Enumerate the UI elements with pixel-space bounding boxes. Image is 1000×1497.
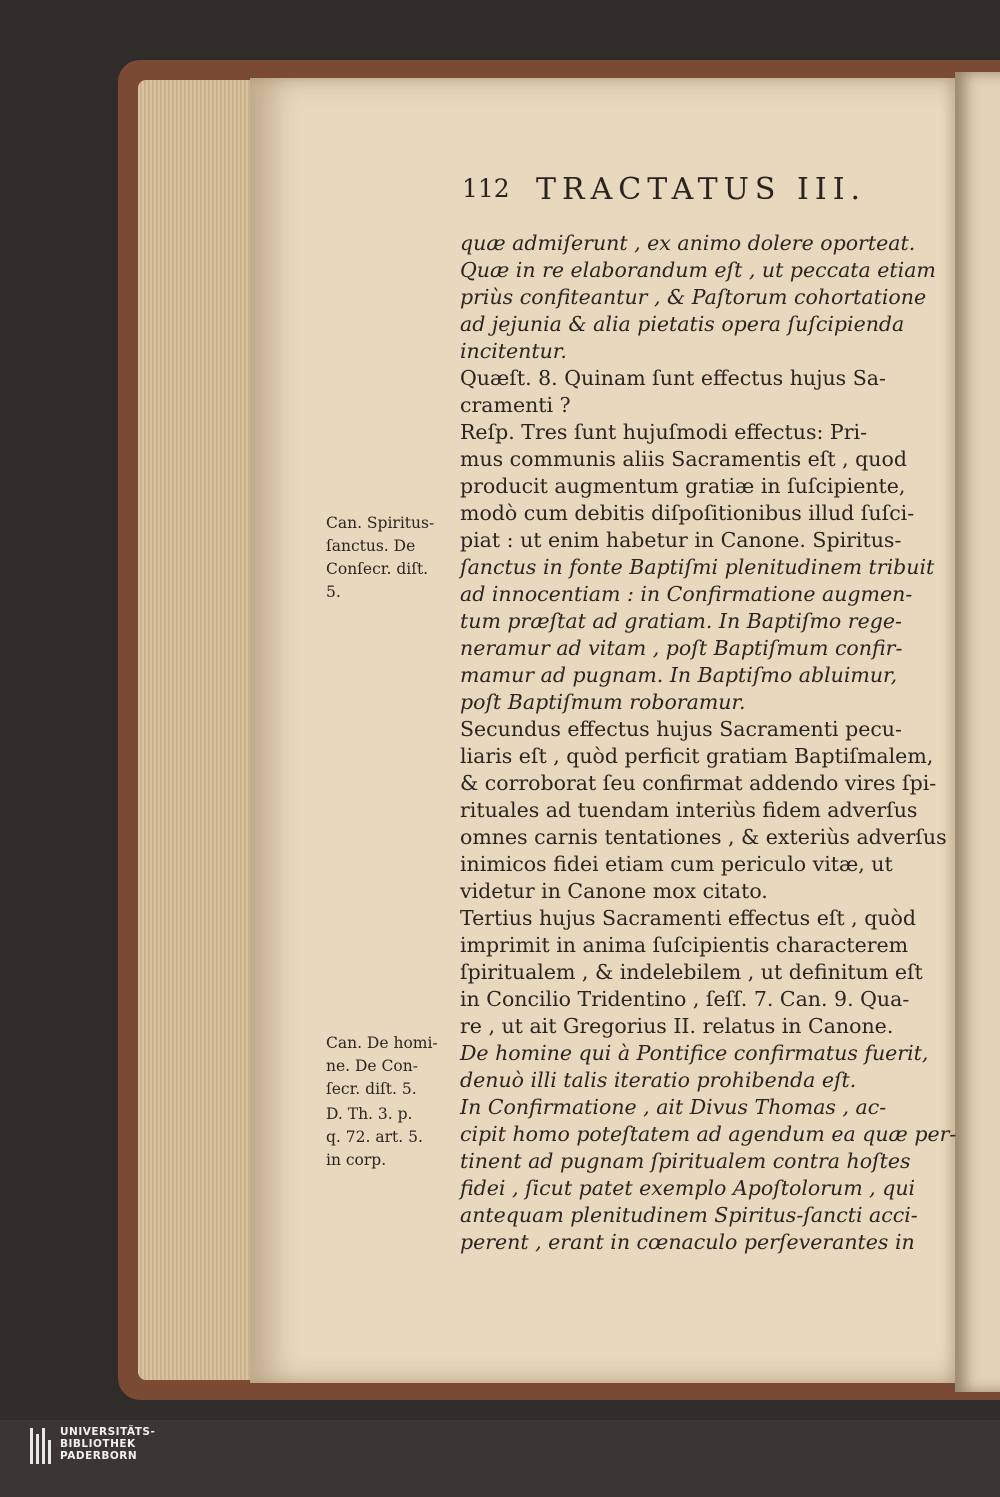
text-line: mamur ad pugnam. In Baptiſmo abluimur, (460, 663, 898, 687)
text-line: piat : ut enim habetur in Canone. Spiritus- (460, 528, 902, 552)
text-line: producit augmentum gratiæ in ſuſcipiente, (460, 474, 906, 498)
text-line: rituales ad tuendam interiùs fidem adverſus (460, 798, 918, 822)
side-note-line: 5. (326, 583, 341, 601)
library-name-line1: UNIVERSITÄTS- (60, 1426, 156, 1438)
side-note-line: q. 72. art. 5. (326, 1128, 423, 1146)
text-line: omnes carnis tentationes , & exteriùs adverſus (460, 825, 947, 849)
text-line: tinent ad pugnam ſpiritualem contra hoſtes (460, 1149, 911, 1173)
page-header (462, 172, 927, 208)
library-name-line3: PADERBORN (60, 1450, 138, 1462)
text-line: ad jejunia & alia pietatis opera ſuſcipienda (460, 312, 905, 336)
side-note-line: ſecr. diſt. 5. (326, 1080, 417, 1098)
side-note-line: Conſecr. diſt. (326, 560, 429, 578)
text-line: & corroborat ſeu confirmat addendo vires ſpi- (460, 771, 937, 795)
text-line: inimicos fidei etiam cum periculo vitæ, ut (460, 852, 893, 876)
side-note-line: ne. De Con- (326, 1057, 418, 1075)
text-line: priùs confiteantur , & Paſtorum cohortatione (460, 285, 927, 309)
page-number: 112 (462, 174, 510, 203)
text-line: modò cum debitis diſpoſitionibus illud ſuſci- (460, 501, 915, 525)
text-line: imprimit in anima ſuſcipientis characterem (460, 933, 909, 957)
text-line: Tertius hujus Sacramenti effectus eſt , quòd (460, 906, 916, 930)
text-line: videtur in Canone mox citato. (460, 879, 768, 903)
text-line: incitentur. (460, 339, 567, 363)
side-note-line: Can. De homi- (326, 1034, 438, 1052)
text-line: antequam plenitudinem Spiritus-ſancti acci- (460, 1203, 918, 1227)
text-line: tum præſtat ad gratiam. In Baptiſmo rege- (460, 609, 902, 633)
running-head: TRACTATUS III. (536, 172, 867, 207)
library-logo-icon (30, 1428, 52, 1464)
text-line: fidei , ſicut patet exemplo Apoſtolorum , qui (460, 1176, 916, 1200)
text-line: denuò illi talis iteratio prohibenda eſt. (460, 1068, 857, 1092)
text-line: ſanctus in fonte Baptiſmi plenitudinem tribuit (460, 555, 935, 579)
library-name (60, 1426, 155, 1462)
text-line: In Confirmatione , ait Divus Thomas , ac- (460, 1095, 887, 1119)
side-note-line: D. Th. 3. p. (326, 1105, 413, 1123)
page-edges (138, 80, 268, 1380)
side-note-line: Can. Spiritus- (326, 514, 435, 532)
text-line: re , ut ait Gregorius II. relatus in Canone. (460, 1014, 894, 1038)
text-line: cipit homo poteſtatem ad agendum ea quæ per- (460, 1122, 957, 1146)
text-line: quæ admiſerunt , ex animo dolere oporteat. (460, 231, 916, 255)
text-line: Reſp. Tres ſunt hujuſmodi effectus: Pri- (460, 420, 867, 444)
facing-page-edge (955, 72, 1000, 1392)
text-line: perent , erant in cœnaculo perſeverantes in (460, 1230, 915, 1254)
text-line: neramur ad vitam , poſt Baptiſmum confir- (460, 636, 903, 660)
text-line: ad innocentiam : in Confirmatione augmen- (460, 582, 913, 606)
text-line: liaris eſt , quòd perficit gratiam Baptiſmalem, (460, 744, 934, 768)
library-name-line2: BIBLIOTHEK (60, 1438, 136, 1450)
side-note-line: ſanctus. De (326, 537, 416, 555)
text-line: cramenti ? (460, 393, 571, 417)
side-note-line: in corp. (326, 1151, 387, 1169)
library-footer (0, 1420, 1000, 1497)
text-line: Secundus effectus hujus Sacramenti pecu- (460, 717, 902, 741)
text-line: poſt Baptiſmum roboramur. (460, 690, 746, 714)
text-line: Quæſt. 8. Quinam ſunt effectus hujus Sa- (460, 366, 886, 390)
text-line: in Concilio Tridentino , ſeſſ. 7. Can. 9. Qua- (460, 987, 910, 1011)
text-line: De homine qui à Pontifice confirmatus fuerit, (460, 1041, 929, 1065)
text-line: ſpiritualem , & indelebilem , ut definitum eſt (460, 960, 923, 984)
text-line: Quæ in re elaborandum eſt , ut peccata etiam (460, 258, 936, 282)
text-line: mus communis aliis Sacramentis eſt , quod (460, 447, 907, 471)
